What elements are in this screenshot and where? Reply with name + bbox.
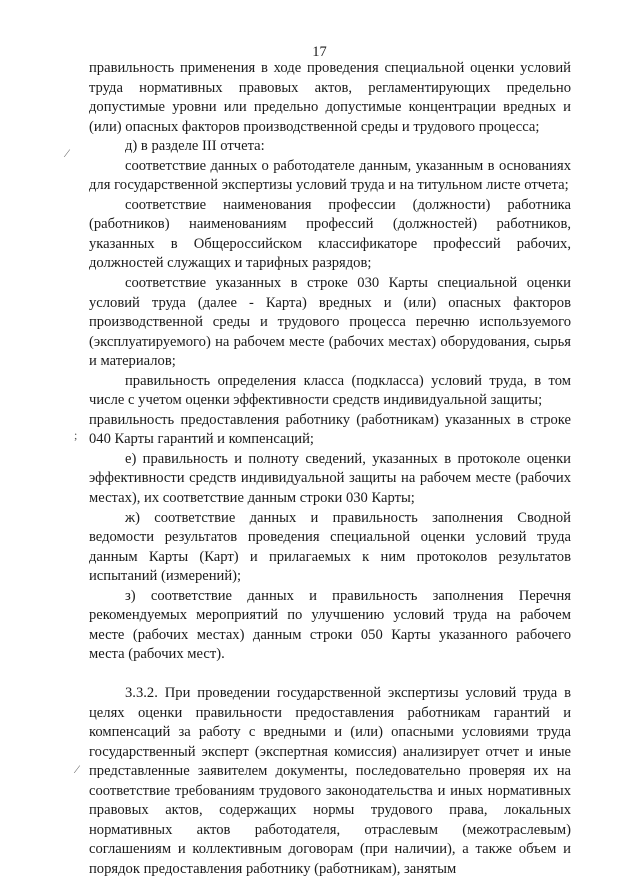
paragraph: ж) соответствие данных и правильность заполнения Сводной ведомости результатов проведения специальной оценки условий труда данным Карты (Карт) и прилагаемых к ним протоколов результатов испытаний (измерений); [89, 509, 571, 585]
paragraph: е) правильность и полноту сведений, указанных в протоколе оценки эффективности средств индивидуальной защиты на рабочем месте (рабочих местах), их соответствие данным строки 030 Карты; [89, 450, 571, 507]
document-body [89, 59, 571, 879]
scan-mark: ; [74, 428, 78, 442]
paragraph: соответствие наименования профессии (должности) работника (работников) наименованиям профессий (должностей) работников, указанных в Общероссийском классификаторе профессий рабочих, должностей служащих и тарифных разрядов; [89, 196, 571, 272]
page-number: 17 [312, 44, 327, 60]
paragraph: д) в разделе III отчета: [125, 138, 265, 155]
paragraph: соответствие данных о работодателе данным, указанным в основаниях для государственной экспертизы условий труда и на титульном листе отчета; [89, 157, 571, 194]
scan-mark: ⁄ [66, 146, 69, 160]
paragraph: з) соответствие данных и правильность заполнения Перечня рекомендуемых мероприятий по улучшению условий труда на рабочем месте (рабочих местах) данным строки 050 Карты указанного рабочего места (рабочих мест). [89, 587, 571, 663]
paragraph: правильность определения класса (подкласса) условий труда, в том числе с учетом оценки эффективности средств индивидуальной защиты; [89, 372, 571, 409]
paragraph: соответствие указанных в строке 030 Карты специальной оценки условий труда (далее - Карта) вредных и (или) опасных факторов производственной среды и трудового процесса перечню используемого (эксплуатируемого) на рабочем месте (рабочих местах) оборудования, сырья и материалов; [89, 275, 571, 370]
scan-mark: ⁄ [76, 762, 79, 776]
paragraph: 3.3.2. При проведении государственной экспертизы условий труда в целях оценки правильности предоставления работникам гарантий и компенсаций за работу с вредными и (или) опасными условиями труда государственный эксперт (экспертная комиссия) анализирует отчет и иные представленные заявителем документы, последовательно проверяя их на соответствие требованиям трудового законодательства и иных нормативных правовых актов, содержащих нормы трудового права, локальных нормативных актов работодателя, отраслевым (межотраслевым) соглашениям и коллективным договорам (при наличии), а также объем и порядок предоставления работнику (работникам), занятым [89, 684, 571, 877]
paragraph: правильность применения в ходе проведения специальной оценки условий труда нормативных правовых актов, регламентирующих предельно допустимые уровни или предельно допустимые концентрации вредных и (или) опасных факторов производственной среды и трудового процесса; [89, 60, 571, 135]
paragraph: правильность предоставления работнику (работникам) указанных в строке 040 Карты гарантий и компенсаций; [89, 411, 571, 448]
